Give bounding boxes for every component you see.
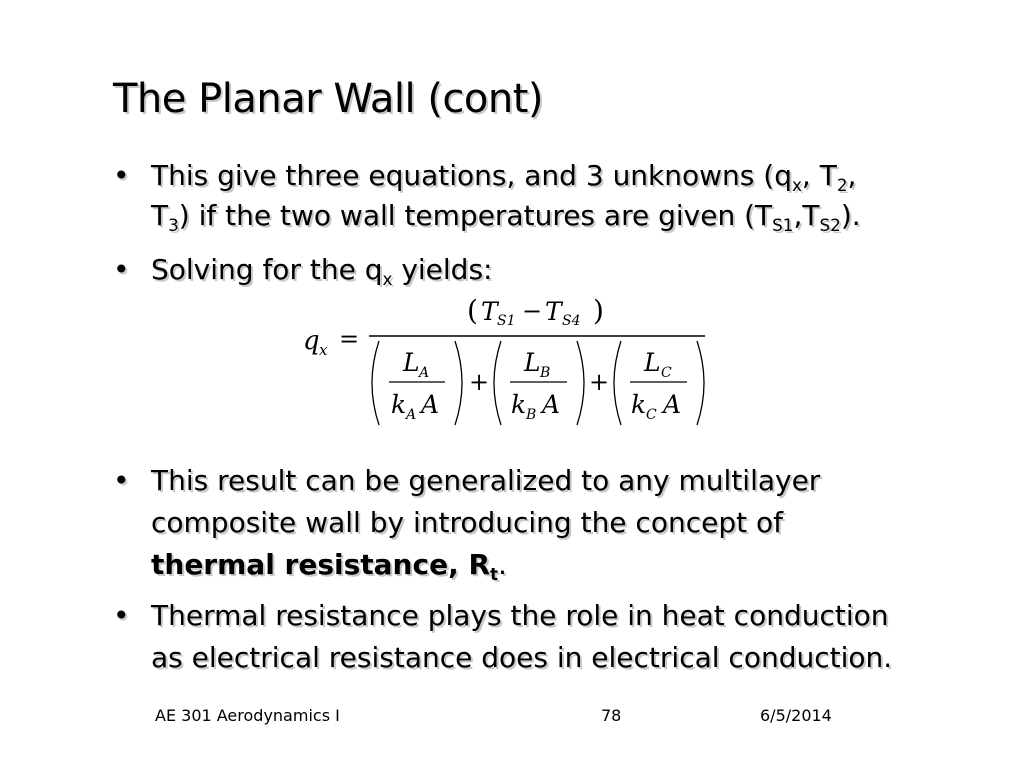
eq-num-open-paren: ( [467, 294, 478, 327]
bullet-4-line-1: Thermal resistance plays the role in heat conduction [151, 599, 889, 632]
eq-term-c-den-k: k [631, 390, 647, 419]
eq-term-b-den-k: k [511, 390, 527, 419]
eq-term-a-num: L [403, 348, 420, 377]
eq-num-t2-sub: S4 [562, 313, 581, 329]
eq-lhs-q: q [303, 326, 320, 356]
eq-num-close-paren: ) [593, 294, 604, 327]
eq-term-b-num-sub: B [540, 365, 551, 381]
eq-term-a-den-sub: A [406, 407, 417, 423]
bullet-4-line-2: as electrical resistance does in electrical conduction. [151, 641, 893, 674]
bullet-1-line-1: This give three equations, and 3 unknowns ($q_x$, $T_2$, [151, 159, 857, 195]
heat-flux-equation [295, 287, 715, 437]
eq-term-b-num: L [524, 348, 541, 377]
bullet-marker: • [113, 253, 130, 286]
eq-term-c-den-area: A [663, 390, 682, 419]
eq-plus-1: + [469, 368, 490, 396]
eq-term-a-close-paren [455, 341, 462, 425]
bullet-1-line-2: $T_3$) if the two wall temperatures are given $(T_{S1},T_{S2})$. [151, 199, 861, 235]
eq-plus-2: + [589, 368, 610, 396]
footer-date: 6/5/2014 [760, 706, 832, 725]
eq-lhs-sub: x [319, 341, 328, 359]
bullet-marker: • [113, 599, 130, 632]
eq-term-b-close-paren [577, 341, 584, 425]
eq-term-a-den-k: k [391, 390, 407, 419]
bullet-marker: • [113, 464, 130, 497]
eq-term-a-den-area: A [421, 390, 440, 419]
eq-num-minus: − [522, 297, 543, 325]
bullet-marker: • [113, 159, 130, 192]
eq-term-c-close-paren [697, 341, 704, 425]
eq-term-c-den-sub: C [646, 407, 657, 423]
footer-page-number: 78 [601, 706, 622, 725]
bullet-3-line-3: thermal resistance, $R_t$. [151, 548, 507, 584]
eq-term-b-den-area: A [542, 390, 561, 419]
eq-term-c-num-sub: C [661, 365, 672, 381]
bullet-2-text: Solving for the $q_x$ yields: [151, 253, 493, 289]
eq-term-c-open-paren [614, 341, 621, 425]
eq-term-b-open-paren [494, 341, 501, 425]
eq-equals: = [339, 325, 360, 353]
slide-title: The Planar Wall (cont) [113, 76, 544, 122]
bullet-3-line-1: This result can be generalized to any multilayer [151, 464, 821, 497]
eq-term-a-open-paren [372, 341, 379, 425]
eq-term-c-num: L [644, 348, 661, 377]
footer-course: AE 301 Aerodynamics I [155, 706, 340, 725]
eq-num-t1-sub: S1 [497, 313, 516, 329]
bullet-3-line-2: composite wall by introducing the concept of [151, 506, 783, 539]
eq-term-a-num-sub: A [419, 365, 430, 381]
eq-num-t2: T [545, 297, 562, 326]
eq-num-t1: T [481, 297, 498, 326]
eq-term-b-den-sub: B [526, 407, 537, 423]
